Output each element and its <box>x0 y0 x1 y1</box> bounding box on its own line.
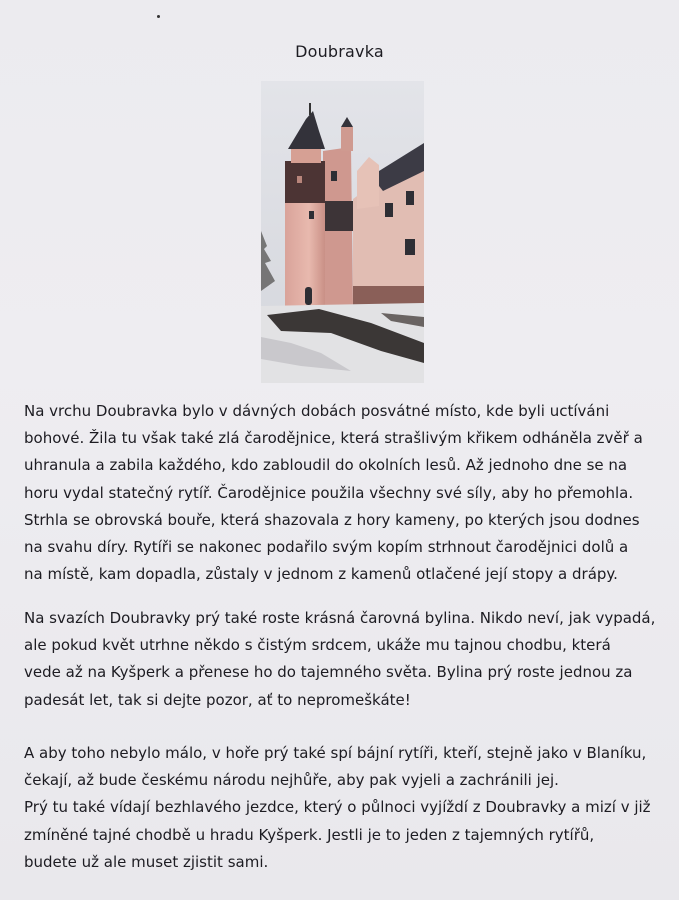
text-line: A aby toho nebylo málo, v hoře prý také spí bájní rytíři, kteří, stejně jako v Blaníku, <box>24 744 647 762</box>
castle-photo <box>261 81 424 383</box>
text-line: budete už ale muset zjistit sami. <box>24 852 269 871</box>
text-line: bohové. Žila tu však také zlá čarodějnice, která strašlivým křikem odháněla zvěř a <box>24 429 643 448</box>
text-line: Prý tu také vídají bezhlavého jezdce, který o půlnoci vyjíždí z Doubravky a mizí v již <box>24 798 651 817</box>
text-line: horu vydal statečný rytíř. Čarodějnice použila všechny své síly, aby ho přemohla. <box>24 483 634 502</box>
text-line: na místě, kam dopadla, zůstaly v jednom z kamenů otlačené její stopy a drápy. <box>24 565 618 584</box>
paragraph-1 <box>24 398 664 588</box>
text-line: čekají, až bude českému národu nejhůře, aby pak vyjeli a zachránili jej. <box>24 771 559 790</box>
text-line: ale pokud květ utrhne někdo s čistým srdcem, ukáže mu tajnou chodbu, která <box>24 636 611 655</box>
paragraph-3 <box>24 740 664 876</box>
text-line: Strhla se obrovská bouře, která shazovala z hory kameny, po kterých jsou dodnes <box>24 510 640 529</box>
text-line: Na svazích Doubravky prý také roste krásná čarovná bylina. Nikdo neví, jak vypadá, <box>24 609 656 627</box>
paper-speck <box>157 15 160 18</box>
paragraph-2 <box>24 605 664 714</box>
text-line: padesát let, tak si dejte pozor, ať to nepromeškáte! <box>24 690 411 709</box>
text-line: vede až na Kyšperk a přenese ho do tajemného světa. Bylina prý roste jednou za <box>24 663 633 682</box>
text-line: uhranula a zabila každého, kdo zabloudil do okolních lesů. Až jednoho dne se na <box>24 456 628 475</box>
text-line: na svahu díry. Rytíři se nakonec podařilo svým kopím strhnout čarodějnici dolů a <box>24 538 629 557</box>
text-line: Na vrchu Doubravka bylo v dávných dobách posvátné místo, kde byli uctíváni <box>24 402 610 420</box>
text-line: zmíněné tajné chodbě u hradu Kyšperk. Jestli je to jeden z tajemných rytířů, <box>24 825 595 844</box>
page-title: Doubravka <box>295 42 384 61</box>
